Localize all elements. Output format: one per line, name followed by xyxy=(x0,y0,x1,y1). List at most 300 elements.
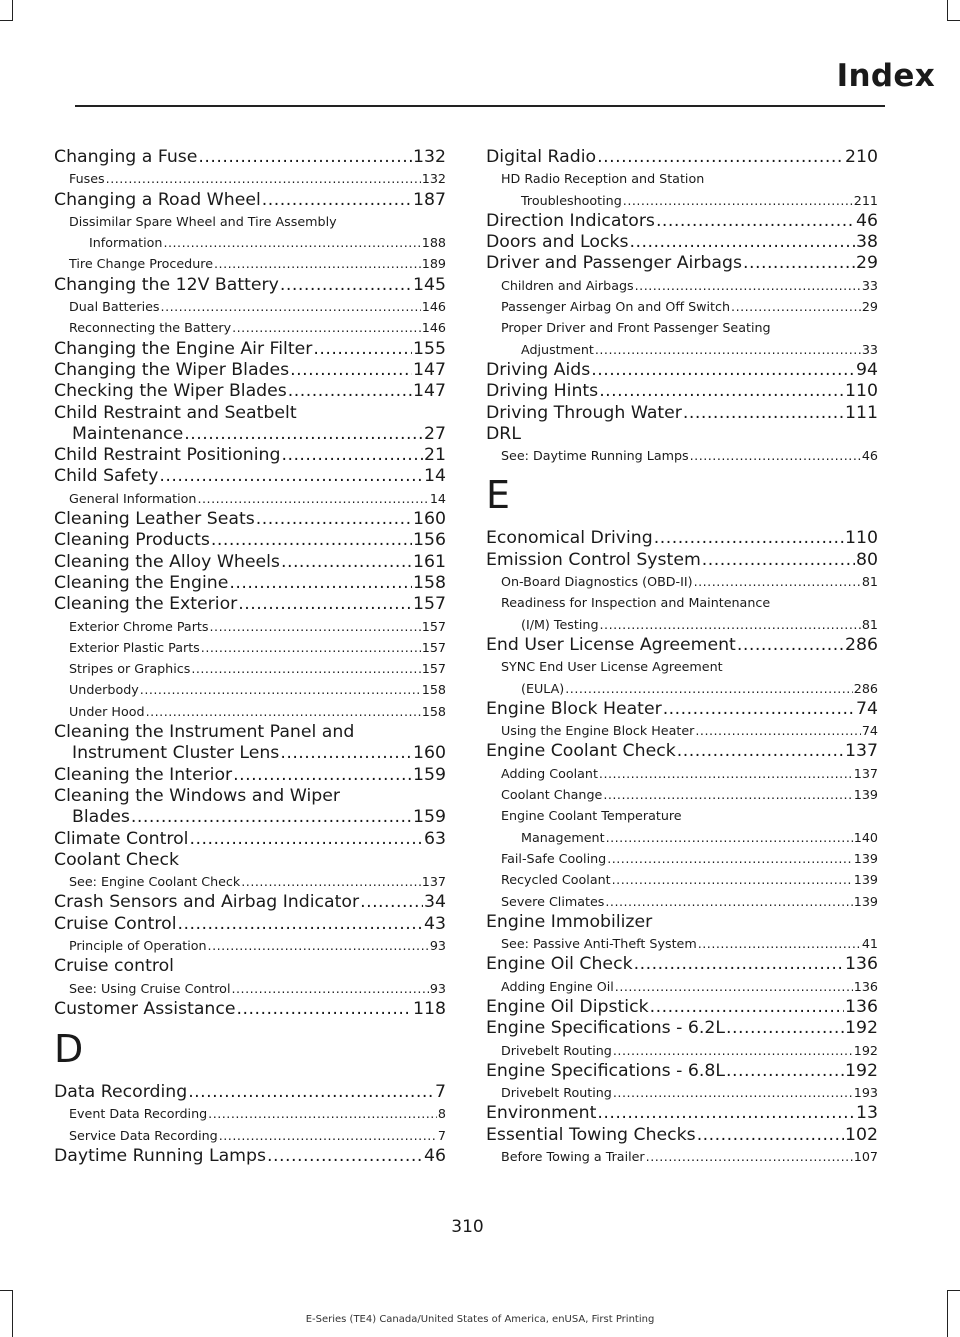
dot-leader xyxy=(597,1103,855,1124)
index-entry[interactable] xyxy=(486,1061,878,1082)
entry-text: Cruise Control xyxy=(54,913,177,934)
entry-text: Children and Airbags xyxy=(501,277,634,293)
index-entry-line xyxy=(501,933,878,954)
index-entry[interactable] xyxy=(54,530,446,551)
page-ref[interactable]: 33 xyxy=(861,277,878,293)
dot-leader xyxy=(214,253,421,274)
index-subentry[interactable] xyxy=(54,871,446,892)
index-entry[interactable] xyxy=(486,381,878,402)
page-ref[interactable]: 8 xyxy=(437,1106,446,1122)
entry-text: (I/M) Testing xyxy=(521,616,599,632)
page-ref[interactable]: 210 xyxy=(845,147,878,167)
entry-text: Passenger Airbag On and Off Switch xyxy=(501,299,731,315)
index-subentry[interactable] xyxy=(54,978,446,999)
index-entry-line xyxy=(54,573,446,594)
entry-text: Changing a Road Wheel xyxy=(54,189,261,210)
entry-text: Changing a Fuse xyxy=(54,147,198,167)
index-entry[interactable] xyxy=(486,403,878,424)
index-entry[interactable] xyxy=(54,466,446,487)
index-entry-line xyxy=(69,168,446,189)
index-entry[interactable] xyxy=(486,360,878,381)
index-entry-line xyxy=(54,552,446,573)
index-entry-line xyxy=(486,1018,878,1039)
index-entry[interactable] xyxy=(54,594,446,615)
index-entry-line xyxy=(54,743,446,764)
dot-leader xyxy=(702,550,855,571)
page-ref[interactable]: 159 xyxy=(413,764,446,785)
index-entry-line xyxy=(69,1103,446,1124)
entry-text: Cleaning the Instrument Panel and xyxy=(54,722,355,743)
index-entry-line xyxy=(501,1146,878,1167)
dot-leader xyxy=(313,339,412,360)
index-entry[interactable] xyxy=(54,786,446,829)
index-entry[interactable] xyxy=(486,699,878,720)
dot-leader xyxy=(606,827,853,848)
index-entry-line xyxy=(486,635,878,656)
page-ref[interactable]: 102 xyxy=(845,1124,878,1145)
index-subentry[interactable] xyxy=(486,784,878,805)
index-subentry[interactable] xyxy=(486,592,878,635)
index-entry[interactable] xyxy=(54,147,446,168)
index-entry-line xyxy=(54,275,446,296)
index-subentry[interactable] xyxy=(54,211,446,254)
index-subentry[interactable] xyxy=(486,445,878,466)
page-ref[interactable]: 43 xyxy=(424,913,446,934)
page-ref[interactable]: 160 xyxy=(413,743,446,764)
dot-leader xyxy=(178,914,423,935)
page-ref[interactable]: 286 xyxy=(853,680,878,696)
entry-text: HD Radio Reception and Station xyxy=(501,171,705,187)
entry-text: Fail-Safe Cooling xyxy=(501,850,607,866)
dot-leader xyxy=(280,743,412,764)
page-ref[interactable]: 158 xyxy=(421,682,446,698)
dot-leader xyxy=(189,829,423,850)
index-entry[interactable] xyxy=(486,997,878,1018)
index-entry[interactable] xyxy=(54,190,446,211)
index-entry-line xyxy=(501,678,878,699)
dot-leader xyxy=(161,296,421,317)
dot-leader xyxy=(290,360,412,381)
index-entry-line xyxy=(54,829,446,850)
page-ref[interactable]: 189 xyxy=(421,256,446,272)
page-ref[interactable]: 81 xyxy=(861,574,878,590)
page-ref[interactable]: 158 xyxy=(413,572,446,593)
entry-text: Doors and Locks xyxy=(486,232,629,253)
index-subentry[interactable] xyxy=(54,168,446,189)
page-ref[interactable]: 211 xyxy=(853,192,878,208)
entry-text: Coolant Change xyxy=(501,787,603,803)
index-entry-line xyxy=(69,232,446,253)
entry-text: Adding Engine Oil xyxy=(501,978,614,994)
index-entry[interactable] xyxy=(54,275,446,296)
dot-leader xyxy=(615,976,853,997)
index-subentry[interactable] xyxy=(486,720,878,741)
index-subentry[interactable] xyxy=(54,658,446,679)
index-entry[interactable] xyxy=(486,528,878,549)
entry-text: Stripes or Graphics xyxy=(69,661,191,677)
dot-leader xyxy=(743,253,855,274)
page-ref[interactable]: 81 xyxy=(861,616,878,632)
section-letter: D xyxy=(54,1027,84,1072)
entry-text: Economical Driving xyxy=(486,528,653,549)
index-subentry[interactable] xyxy=(486,933,878,954)
page-ref[interactable]: 157 xyxy=(421,618,446,634)
crop-mark xyxy=(12,0,13,20)
index-subentry[interactable] xyxy=(54,637,446,658)
index-entry-line xyxy=(486,1061,878,1082)
entry-text: Readiness for Inspection and Maintenance xyxy=(501,595,771,611)
page-ref[interactable]: 188 xyxy=(421,235,446,251)
index-entry[interactable] xyxy=(486,253,878,274)
entry-text: Driving Hints xyxy=(486,381,599,402)
index-subentry[interactable] xyxy=(486,1082,878,1103)
index-entry-line xyxy=(501,339,878,360)
page-ref[interactable]: 34 xyxy=(424,892,446,913)
index-entry[interactable] xyxy=(54,829,446,850)
dot-leader xyxy=(677,741,844,762)
entry-text: Dissimilar Spare Wheel and Tire Assembly xyxy=(69,213,337,229)
entry-text: Cleaning the Engine xyxy=(54,572,229,593)
entry-text: Child Safety xyxy=(54,466,159,487)
dot-leader xyxy=(280,275,412,296)
index-column-left xyxy=(54,147,446,1167)
page-ref[interactable]: 137 xyxy=(853,765,878,781)
index-entry-line xyxy=(69,637,446,658)
entry-text: Direction Indicators xyxy=(486,210,655,231)
entry-text: Service Data Recording xyxy=(69,1127,218,1143)
page-ref[interactable]: 156 xyxy=(413,530,446,551)
entry-text: Reconnecting the Battery xyxy=(69,320,232,336)
page-ref[interactable]: 192 xyxy=(853,1042,878,1058)
index-heading: DRL xyxy=(486,423,521,444)
page-ref[interactable]: 46 xyxy=(424,1146,446,1167)
index-entry[interactable] xyxy=(54,1082,446,1103)
index-subentry[interactable] xyxy=(486,869,878,890)
index-entry[interactable] xyxy=(486,550,878,571)
dot-leader xyxy=(650,997,844,1018)
index-entry[interactable] xyxy=(54,445,446,466)
page-ref[interactable]: 14 xyxy=(429,490,446,506)
dot-leader xyxy=(646,1146,853,1167)
entry-text: Dual Batteries xyxy=(69,299,160,315)
dot-leader xyxy=(599,381,844,402)
index-subentry[interactable] xyxy=(54,701,446,722)
index-subentry[interactable] xyxy=(486,656,878,699)
entry-text: Blades xyxy=(72,807,130,828)
page-ref[interactable]: 46 xyxy=(861,448,878,464)
entry-text: Cleaning the Windows and Wiper xyxy=(54,785,340,806)
dot-leader xyxy=(737,635,844,656)
index-entry-line xyxy=(54,509,446,530)
index-entry[interactable] xyxy=(486,954,878,975)
index-subentry[interactable] xyxy=(486,763,878,784)
dot-leader xyxy=(613,1040,853,1061)
page-ref[interactable]: 147 xyxy=(413,381,446,402)
index-entry[interactable] xyxy=(54,722,446,765)
page-ref[interactable]: 74 xyxy=(856,698,878,719)
page-ref[interactable]: 21 xyxy=(424,445,446,466)
dot-leader xyxy=(288,381,412,402)
index-entry-line xyxy=(501,848,878,869)
page-ref[interactable]: 157 xyxy=(413,594,446,615)
page-ref[interactable]: 137 xyxy=(421,874,446,890)
page-ref[interactable]: 93 xyxy=(429,937,446,953)
dot-leader xyxy=(131,807,412,828)
index-entry-line xyxy=(69,488,446,509)
dot-leader xyxy=(232,317,421,338)
index-entry[interactable] xyxy=(486,741,878,762)
entry-text: Underbody xyxy=(69,682,139,698)
dot-leader xyxy=(211,530,412,551)
page-ref[interactable]: 46 xyxy=(856,210,878,231)
page-ref[interactable]: 7 xyxy=(437,1127,446,1143)
index-entry[interactable] xyxy=(54,360,446,381)
index-entry[interactable] xyxy=(54,1146,446,1167)
entry-text: Driving Through Water xyxy=(486,402,682,423)
index-entry[interactable] xyxy=(54,381,446,402)
index-entry-line xyxy=(54,445,446,466)
entry-text: Child Restraint and Seatbelt xyxy=(54,402,297,423)
index-subentry[interactable] xyxy=(486,1040,878,1061)
page-ref[interactable]: 63 xyxy=(424,828,446,849)
index-entry[interactable] xyxy=(486,211,878,232)
index-entry-line xyxy=(486,954,878,975)
page-ref[interactable]: 41 xyxy=(861,936,878,952)
index-entry[interactable] xyxy=(54,999,446,1020)
page-ref[interactable]: 110 xyxy=(845,381,878,402)
index-entry[interactable] xyxy=(54,403,446,446)
page-ref[interactable]: 29 xyxy=(861,299,878,315)
index-entry-line xyxy=(54,339,446,360)
page-ref[interactable]: 159 xyxy=(413,807,446,828)
page-ref[interactable]: 136 xyxy=(845,996,878,1017)
entry-text: Digital Radio xyxy=(486,147,597,167)
index-entry-line xyxy=(486,147,878,168)
index-subentry[interactable] xyxy=(54,296,446,317)
index-entry[interactable] xyxy=(486,635,878,656)
dot-leader xyxy=(208,1103,437,1124)
index-heading: Cruise control xyxy=(54,956,174,977)
index-entry[interactable] xyxy=(486,1103,878,1124)
index-subentry[interactable] xyxy=(486,1146,878,1167)
index-subentry[interactable] xyxy=(54,253,446,274)
index-entry-line xyxy=(501,720,878,741)
entry-text: See: Daytime Running Lamps xyxy=(501,448,689,464)
index-entry-line xyxy=(69,253,446,274)
index-subentry[interactable] xyxy=(486,168,878,211)
page-ref[interactable]: 139 xyxy=(853,872,878,888)
index-entry-line xyxy=(501,275,878,296)
page-ref[interactable]: 187 xyxy=(413,189,446,210)
entry-text: Essential Towing Checks xyxy=(486,1124,696,1145)
entry-text: Principle of Operation xyxy=(69,937,207,953)
page-ref[interactable]: 132 xyxy=(421,171,446,187)
index-entry-line xyxy=(54,147,446,168)
index-subentry[interactable] xyxy=(486,848,878,869)
page-ref[interactable]: 145 xyxy=(413,274,446,295)
index-subentry[interactable] xyxy=(54,616,446,637)
index-entry-line xyxy=(486,253,878,274)
page-ref[interactable]: 93 xyxy=(429,980,446,996)
page-ref[interactable]: 136 xyxy=(853,978,878,994)
page-ref[interactable]: 192 xyxy=(845,1018,878,1039)
page-ref[interactable]: 192 xyxy=(845,1060,878,1081)
entry-text: On-Board Diagnostics (OBD-II) xyxy=(501,574,693,590)
entry-text: Severe Climates xyxy=(501,893,605,909)
entry-text: Changing the 12V Battery xyxy=(54,274,279,295)
dot-leader xyxy=(656,211,855,232)
index-entry-line xyxy=(501,784,878,805)
index-entry[interactable] xyxy=(54,509,446,530)
page-ref[interactable]: 140 xyxy=(853,829,878,845)
page-ref[interactable]: 38 xyxy=(856,232,878,253)
page-number: 310 xyxy=(451,1217,484,1237)
page-ref[interactable]: 146 xyxy=(421,320,446,336)
page-ref[interactable]: 118 xyxy=(413,998,446,1019)
entry-text: Adjustment xyxy=(521,341,594,357)
dot-leader xyxy=(197,488,428,509)
index-entry[interactable] xyxy=(486,232,878,253)
index-subentry[interactable] xyxy=(54,1125,446,1146)
dot-leader xyxy=(184,424,423,445)
crop-mark xyxy=(947,1290,960,1291)
index-entry[interactable] xyxy=(54,914,446,935)
page-ref[interactable]: 111 xyxy=(845,402,878,423)
page-ref[interactable]: 29 xyxy=(856,253,878,274)
page-ref[interactable]: 74 xyxy=(861,723,878,739)
entry-text: See: Using Cruise Control xyxy=(69,980,231,996)
dot-leader xyxy=(629,232,855,253)
dot-leader xyxy=(607,848,853,869)
page-ref[interactable]: 139 xyxy=(853,893,878,909)
crop-mark xyxy=(0,1290,13,1291)
index-subentry[interactable] xyxy=(486,891,878,912)
entry-text: Emission Control System xyxy=(486,549,701,570)
page-ref[interactable]: 146 xyxy=(421,299,446,315)
page-ref[interactable]: 161 xyxy=(413,551,446,572)
index-entry[interactable] xyxy=(54,552,446,573)
index-subentry[interactable] xyxy=(486,571,878,592)
dot-leader xyxy=(237,999,412,1020)
index-entry-line xyxy=(501,1040,878,1061)
page-ref[interactable]: 137 xyxy=(845,741,878,762)
index-subentry[interactable] xyxy=(486,296,878,317)
index-subentry[interactable] xyxy=(54,1103,446,1124)
page-ref[interactable]: 160 xyxy=(413,509,446,530)
dot-leader xyxy=(726,1061,844,1082)
index-entry-line xyxy=(486,699,878,720)
index-subentry[interactable] xyxy=(486,317,878,360)
page-ref[interactable]: 193 xyxy=(853,1085,878,1101)
dot-leader xyxy=(595,339,861,360)
entry-text: Before Towing a Trailer xyxy=(501,1149,645,1165)
dot-leader xyxy=(146,701,421,722)
index-subentry[interactable] xyxy=(54,317,446,338)
page-ref[interactable]: 139 xyxy=(853,787,878,803)
entry-text: Checking the Wiper Blades xyxy=(54,381,287,402)
dot-leader xyxy=(695,720,860,741)
index-entry[interactable] xyxy=(54,892,446,913)
index-subentry[interactable] xyxy=(486,805,878,848)
index-subentry[interactable] xyxy=(486,976,878,997)
page-ref[interactable]: 286 xyxy=(845,634,878,655)
page-ref[interactable]: 139 xyxy=(853,850,878,866)
index-entry-line xyxy=(501,614,878,635)
index-entry-line xyxy=(501,891,878,912)
index-entry-line xyxy=(69,1125,446,1146)
page-ref[interactable]: 132 xyxy=(413,147,446,167)
index-entry-line xyxy=(501,869,878,890)
entry-text: General Information xyxy=(69,490,197,506)
dot-leader xyxy=(698,933,861,954)
index-entry[interactable] xyxy=(486,1018,878,1039)
index-entry-line xyxy=(54,594,446,615)
dot-leader xyxy=(726,1018,844,1039)
page-ref[interactable]: 157 xyxy=(421,661,446,677)
page-ref[interactable]: 110 xyxy=(845,528,878,549)
page-ref[interactable]: 107 xyxy=(853,1149,878,1165)
page-title: Index xyxy=(836,58,935,94)
page-ref[interactable]: 13 xyxy=(856,1103,878,1124)
index-entry-line xyxy=(486,211,878,232)
dot-leader xyxy=(600,614,861,635)
index-entry[interactable] xyxy=(54,339,446,360)
page-ref[interactable]: 33 xyxy=(861,341,878,357)
page-ref[interactable]: 27 xyxy=(424,423,446,444)
index-entry-line xyxy=(54,190,446,211)
entry-text: Engine Specifications - 6.2L xyxy=(486,1018,726,1039)
page-ref[interactable]: 136 xyxy=(845,954,878,975)
dot-leader xyxy=(231,978,428,999)
index-entry-line xyxy=(486,997,878,1018)
dot-leader xyxy=(634,954,844,975)
index-subentry[interactable] xyxy=(486,275,878,296)
index-entry[interactable] xyxy=(54,573,446,594)
page-ref[interactable]: 147 xyxy=(413,359,446,380)
index-entry[interactable] xyxy=(486,1125,878,1146)
dot-leader xyxy=(241,871,421,892)
entry-text: Event Data Recording xyxy=(69,1106,208,1122)
dot-leader xyxy=(191,658,420,679)
section-letter: E xyxy=(486,473,511,518)
publication-footer: E-Series (TE4) Canada/United States of America, enUSA, First Printing xyxy=(305,1314,655,1325)
index-entry-line xyxy=(486,1103,878,1124)
index-entry[interactable] xyxy=(486,147,878,168)
page-ref[interactable]: 155 xyxy=(413,338,446,359)
entry-text: Proper Driver and Front Passenger Seating xyxy=(501,320,771,336)
entry-text: Driving Aids xyxy=(486,359,591,380)
entry-text: Engine Block Heater xyxy=(486,698,662,719)
page-ref[interactable]: 94 xyxy=(856,359,878,380)
index-entry[interactable] xyxy=(54,765,446,786)
index-entry-line xyxy=(54,765,446,786)
page-ref[interactable]: 157 xyxy=(421,639,446,655)
page-ref[interactable]: 7 xyxy=(435,1082,446,1103)
index-entry-line xyxy=(501,1082,878,1103)
index-subentry[interactable] xyxy=(54,679,446,700)
index-entry-line xyxy=(69,978,446,999)
index-subentry[interactable] xyxy=(54,488,446,509)
page-ref[interactable]: 14 xyxy=(424,466,446,487)
entry-text: Information xyxy=(89,235,163,251)
entry-text: Management xyxy=(521,829,605,845)
index-entry-line xyxy=(54,1082,446,1103)
index-entry-line xyxy=(54,914,446,935)
page-ref[interactable]: 158 xyxy=(421,703,446,719)
page-ref[interactable]: 80 xyxy=(856,549,878,570)
entry-text: Engine Specifications - 6.8L xyxy=(486,1060,726,1081)
index-subentry[interactable] xyxy=(54,935,446,956)
